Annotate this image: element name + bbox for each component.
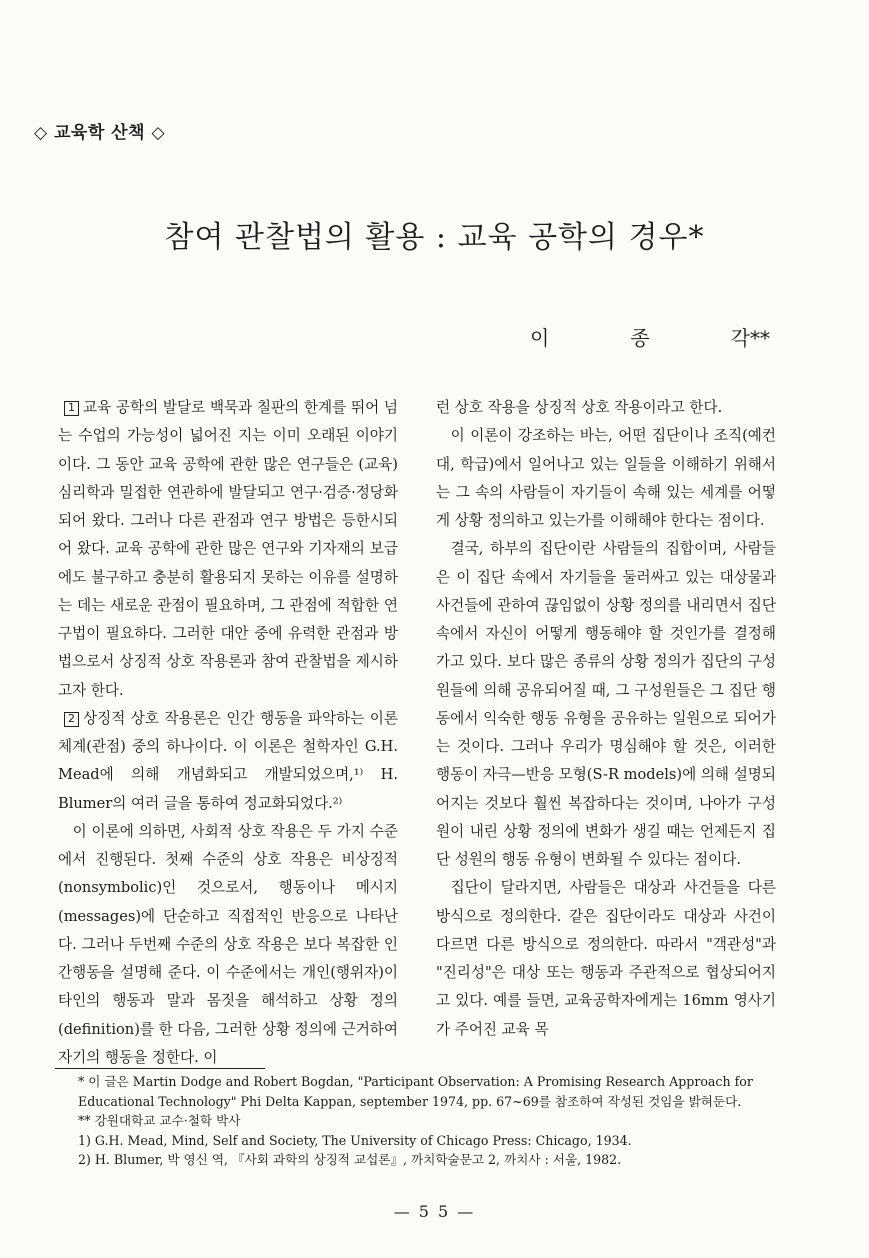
footnote-source: * 이 글은 Martin Dodge and Robert Bogdan, "Participant Observation: A Promising Research Approach for Educational Technology" Phi Delta Kappan, september 1974, pp. 67~69를 참조하여 작성된 것임을 밝혀둔다. [78,1074,753,1109]
section-number: 2 [64,712,79,727]
footnotes [58,1072,793,1170]
paragraph: 이 이론이 강조하는 바는, 어떤 집단이나 조직(예컨대, 학급)에서 일어나고 있는 일들을 이해하기 위해서는 그 속의 사람들이 자기들이 속해 있는 세계를 어떻게 상황 정의하고 있는가를 이해해야 한다는 점이다. [436,427,776,529]
paragraph: 이 이론에 의하면, 사회적 상호 작용은 두 가지 수준에서 진행된다. 첫째 수준의 상호 작용은 비상징적(nonsymbolic)인 것으로서, 행동이나 메시지(messages)에 단순하고 직접적인 반응으로 나타난다. 그러나 두번째 수준의 상호 작용은 보다 복잡한 인간행동을 설명해 준다. 이 수준에서는 개인(행위자)이 타인의 행동과 말과 몸짓을 해석하고 상황 정의(definition)를 한 다음, 그러한 상황 정의에 근거하여 자기의 행동을 정한다. 이 [58,822,398,1066]
footnote-rule [55,1068,265,1069]
paragraph: 결국, 하부의 집단이란 사람들의 집합이며, 사람들은 이 집단 속에서 자기들을 둘러싸고 있는 대상물과 사건들에 관하여 끊임없이 상황 정의를 내리면서 집단 속에서 자신이 어떻게 행동해야 할 것인가를 결정해 가고 있다. 보다 많은 종류의 상황 정의가 집단의 구성원들에 의해 공유되어질 때, 그 구성원들은 그 집단 행동에서 익숙한 행동 유형을 공유하는 일원으로 되어가는 것이다. 그러나 우리가 명심해야 할 것은, 이러한 행동이 자극—반응 모형(S-R models)에 의해 설명되어지는 것보다 훨씬 복잡하다는 것이며, 나아가 구성원이 내린 상황 정의에 변화가 생길 때는 언제든지 집단 성원의 행동 유형이 변화될 수 있다는 점이다. [436,540,776,868]
paragraph [58,394,398,705]
paragraph-text: 교육 공학의 발달로 백묵과 칠판의 한계를 뛰어 넘는 수업의 가능성이 넓어진 지는 이미 오래된 이야기이다. 그 동안 교육 공학에 관한 많은 연구들은 (교육)심리학과 밀접한 연관하에 발달되고 연구·검증·정당화되어 왔다. 그러나 다른 관점과 연구 방법은 등한시되어 왔다. 교육 공학에 관한 많은 연구와 기자재의 보급에도 불구하고 충분히 활용되지 못하는 이유를 설명하는 데는 새로운 관점이 필요하며, 그 관점에 적합한 연구법이 필요하다. 그러한 대안 중에 유력한 관점과 방법으로서 상징적 상호 작용론과 참여 관찰법을 제시하고자 한다. [58,399,398,699]
paragraph: 집단이 달라지면, 사람들은 대상과 사건들을 다른 방식으로 정의한다. 같은 집단이라도 대상과 사건이 다르면 다른 방식으로 정의한다. 따라서 "객관성"과 "진리성"은 대상 또는 행동과 주관적으로 협상되어지고 있다. 예를 들면, 교육공학자에게는 16mm 영사기가 주어진 교육 목 [436,879,776,1038]
author-char: 각** [730,326,770,350]
right-column [436,394,776,1044]
article-title: 참여 관찰법의 활용 : 교육 공학의 경우* [164,220,705,255]
author-char: 종 [630,326,650,350]
paragraph-text: 상징적 상호 작용론은 인간 행동을 파악하는 이론 체계(관점) 중의 하나이다. 이 이론은 철학자인 G.H. Mead에 의해 개념화되고 개발되었으며,¹⁾ H. Blumer의 여러 글을 통하여 정교화되었다.²⁾ [58,709,398,812]
footnote-1: 1) G.H. Mead, Mind, Self and Society, The University of Chicago Press: Chicago, 1934. [78,1132,632,1148]
author-name [530,322,770,351]
footnote-2: 2) H. Blumer, 박 영신 역, 『사회 과학의 상징적 교섭론』, 까치학술문고 2, 까치사 : 서울, 1982. [78,1152,622,1167]
paragraph: 런 상호 작용을 상징적 상호 작용이라고 한다. [436,399,723,416]
footnote-author: ** 강원대학교 교수·철학 박사 [78,1113,241,1128]
page-number: — 5 5 — [393,1202,476,1221]
author-char: 이 [530,326,550,350]
section-number: 1 [64,401,79,416]
paragraph [58,705,398,818]
series-label: ◇ 교육학 산책 ◇ [34,123,166,143]
left-column [58,394,398,1072]
